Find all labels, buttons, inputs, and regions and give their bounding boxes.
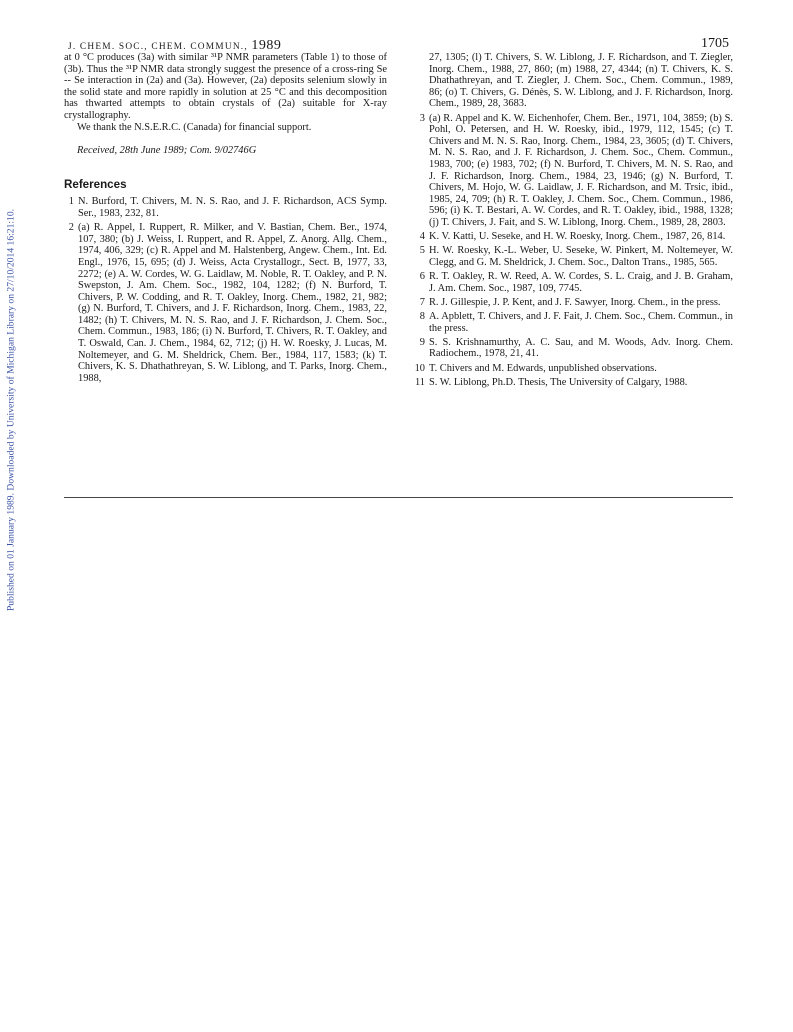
right-column — [415, 52, 733, 391]
footer-rule — [64, 497, 733, 498]
reference-text: A. Apblett, T. Chivers, and J. F. Fait, J. Chem. Soc., Chem. Commun., in the press. — [429, 311, 733, 334]
reference-number: 3 — [419, 112, 425, 124]
reference-number: 4 — [419, 231, 425, 243]
reference-item — [415, 377, 733, 389]
reference-item — [415, 231, 733, 243]
reference-number: 11 — [414, 376, 425, 388]
reference-text: (a) R. Appel and K. W. Eichenhofer, Chem. Ber., 1971, 104, 3859; (b) S. Pohl, O. Petersen, and H. W. Roesky, ibid., 1979, 112, 1545; (c) T. Chivers and M. N. S. Rao, Inorg. Chem., 1984, 23, 3605; (d) T. Chivers, M. N. S. Rao, and J. F. Richardson, J. Chem. Soc., Chem. Commun., 1983, 700; (e) 1983, 702; (f) N. Burford, T. Chivers, M. N. S. Rao, and J. F. Richardson, Inorg. Chem., 1984, 23, 1946; (g) N. Burford, T. Chivers, M. Hojo, W. G. Laidlaw, J. F. Richardson, and M. Trsic, ibid., 1985, 24, 709; (h) R. T. Oakley, J. Chem. Soc., Chem. Commun., 1986, 596; (i) K. T. Bestari, A. W. Cordes, and R. T. Oakley, ibid., 1988, 1328; (j) T. Chivers, J. Fait, and S. W. Liblong, Inorg. Chem., 1989, 28, 2803. — [429, 112, 733, 228]
reference-text: H. W. Roesky, K.-L. Weber, U. Seseke, W. Pinkert, M. Noltemeyer, W. Clegg, and G. M. Sheldrick, J. Chem. Soc., Dalton Trans., 1985, 565. — [429, 245, 733, 268]
reference-item — [415, 271, 733, 294]
reference-number: 5 — [419, 245, 425, 257]
reference-item — [64, 222, 387, 384]
journal-name: J. CHEM. SOC., CHEM. COMMUN., — [68, 42, 248, 52]
reference-text: K. V. Katti, U. Seseke, and H. W. Roesky, Inorg. Chem., 1987, 26, 814. — [429, 231, 726, 243]
left-column — [64, 52, 387, 387]
reference-item — [415, 52, 733, 110]
reference-number: 6 — [419, 271, 425, 283]
reference-number: 1 — [68, 196, 74, 208]
reference-item — [415, 113, 733, 229]
reference-text: T. Chivers and M. Edwards, unpublished observations. — [429, 362, 657, 374]
reference-item — [415, 363, 733, 375]
reference-text: R. T. Oakley, R. W. Reed, A. W. Cordes, S. L. Craig, and J. B. Graham, J. Am. Chem. Soc., 1987, 109, 7745. — [429, 271, 733, 294]
reference-number: 8 — [419, 311, 425, 323]
reference-item — [415, 297, 733, 309]
download-stamp-text: Published on 01 January 1989. Downloaded by University of Michigan Library on 27/10/2014 16:21:10. — [5, 208, 17, 612]
reference-item — [415, 311, 733, 334]
download-stamp — [4, 185, 18, 635]
acknowledgement: We thank the N.S.E.R.C. (Canada) for financial support. — [77, 121, 312, 133]
reference-text: S. S. Krishnamurthy, A. C. Sau, and M. Woods, Adv. Inorg. Chem. Radiochem., 1978, 21, 41. — [429, 336, 733, 360]
reference-list-right — [415, 52, 733, 388]
reference-item — [64, 196, 387, 219]
reference-item — [415, 245, 733, 268]
page-number: 1705 — [701, 36, 729, 51]
reference-text: 27, 1305; (l) T. Chivers, S. W. Liblong, J. F. Richardson, and T. Ziegler, Inorg. Chem., 1988, 27, 860; (m) 1988, 27, 4344; (n) T. Chivers, K. S. Dhathathreyan, and T. Ziegler, J. Chem. Soc., Chem. Commun., 1989, 86; (o) T. Chivers, G. Dénès, S. W. Liblong, and J. F. Richardson, Inorg. Chem., 1989, 28, 3683. — [429, 52, 733, 110]
reference-number: 10 — [414, 362, 425, 374]
reference-text: S. W. Liblong, Ph.D. Thesis, The University of Calgary, 1988. — [429, 376, 688, 388]
reference-item — [415, 337, 733, 360]
reference-number: 2 — [68, 222, 74, 234]
received-note: Received, 28th June 1989; Com. 9/02746G — [77, 145, 257, 157]
body-paragraph-1: at 0 °C produces (3a) with similar ³¹P NMR parameters (Table 1) to those of (3b). Thus the ³¹P NMR data strongly suggest the presence of a cross-ring Se -- Se interaction in (2a) and (3a). However, (2a) deposits selenium slowly in the solid state and more rapidly in solution at 25 °C and this decomposition has thwarted attempts to obtain crystals of (2a) suitable for X-ray crystallography. — [64, 52, 387, 121]
reference-number: 9 — [419, 336, 425, 348]
journal-year: 1989 — [251, 38, 282, 53]
reference-text: (a) R. Appel, I. Ruppert, R. Milker, and V. Bastian, Chem. Ber., 1974, 107, 380; (b) J. Weiss, I. Ruppert, and R. Appel, Z. Anorg. Allg. Chem., 1974, 406, 329; (c) R. Appel and M. Halstenberg, Angew. Chem., Int. Ed. Engl., 1976, 15, 695; (d) J. Weiss, Acta Crystallogr., Sect. B, 1977, 33, 2272; (e) A. W. Cordes, W. G. Laidlaw, M. Noble, R. T. Oakley, and P. N. Swepston, J. Am. Chem. Soc., 1982, 104, 1282; (f) N. Burford, T. Chivers, P. W. Codding, and R. T. Oakley, Inorg. Chem., 1982, 21, 982; (g) N. Burford, T. Chivers, and J. F. Richardson, Inorg. Chem., 1983, 22, 1482; (h) T. Chivers, M. N. S. Rao, and J. F. Richardson, J. Chem. Soc., Chem. Commun., 1983, 186; (i) N. Burford, T. Chivers, R. T. Oakley, and T. Oswald, Can. J. Chem., 1984, 62, 712; (j) H. W. Roesky, J. Lucas, M. Noltemeyer, and G. M. Sheldrick, Chem. Ber., 1984, 117, 1583; (k) T. Chivers, K. S. Dhathathreyan, S. W. Liblong, and T. Parks, Inorg. Chem., 1988, — [78, 222, 387, 384]
reference-text: N. Burford, T. Chivers, M. N. S. Rao, and J. F. Richardson, ACS Symp. Ser., 1983, 232, 81. — [78, 196, 387, 219]
reference-text: R. J. Gillespie, J. P. Kent, and J. F. Sawyer, Inorg. Chem., in the press. — [429, 296, 721, 308]
reference-number: 7 — [419, 296, 425, 308]
references-heading: References — [64, 177, 127, 191]
reference-list-left — [64, 196, 387, 384]
